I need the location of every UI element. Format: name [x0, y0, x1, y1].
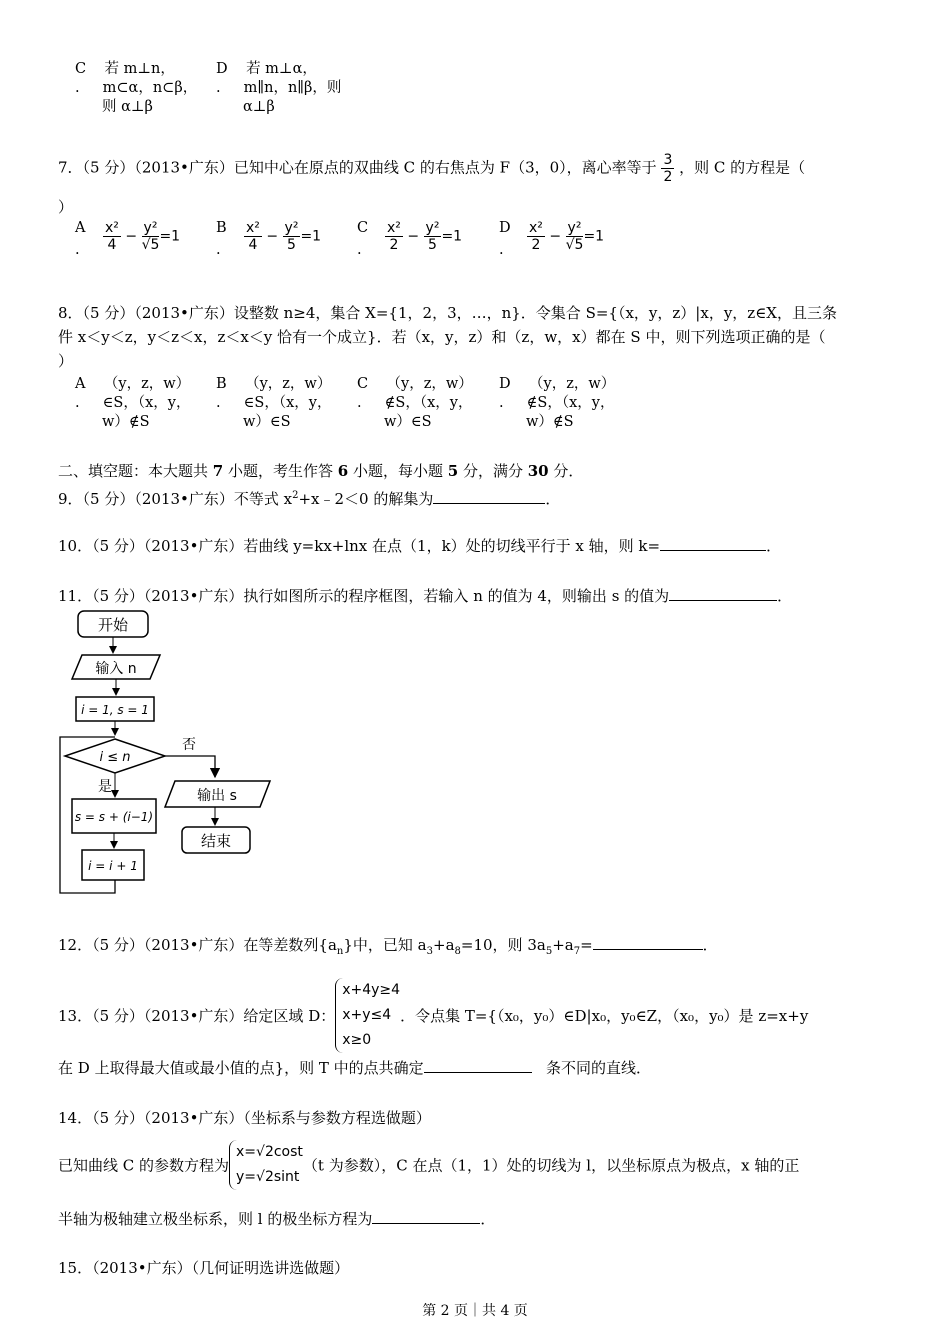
flowchart — [50, 605, 290, 905]
option-letter: C — [357, 220, 369, 236]
answer-blank — [372, 1208, 480, 1224]
hyperbola-equation: $\frac{\text{x²}}{2}$ − $\frac{\text{y²}}{5}$ =1 — [387, 220, 463, 253]
hyperbola-equation: $\frac{\text{x²}}{4}$ − $\frac{\text{y²}}{√5}$ =1 — [105, 220, 181, 253]
section-2-heading: 二、填空题：本大题共 7 小题，考生作答 6 小题，每小题 5 分，满分 30 分． — [58, 462, 584, 480]
option-letter: A — [75, 220, 86, 236]
flowchart-update-s-label: s = s + (i−1) — [74, 810, 154, 824]
question-12: 12．（5 分）（2013•广东）在等差数列$\{a_n\}$中，已知 $a_3+a_8=10$，则 $3a_5+a_7=$ ． — [58, 936, 718, 957]
answer-blank — [433, 488, 545, 504]
flowchart-end-label: 结束 — [200, 832, 232, 850]
flowchart-condition-label: i ≤ n — [99, 750, 131, 765]
question-8-line2: 件 x＜y＜z，y＜z＜x，z＜x＜y 恰有一个成立}．若（x，y，z）和（z，w，x）都在 S 中，则下列选项正确的是（ — [58, 328, 826, 346]
q8-option-b: B （y，z，w） . ∈S，（x，y， w）∈S — [216, 376, 332, 430]
option-letter: D — [216, 61, 228, 77]
question-13-line2: 在 D 上取得最大值或最小值的点}，则 T 中的点共确定 条不同的直线． — [58, 1059, 651, 1077]
flowchart-no-label: 否 — [182, 737, 196, 753]
flowchart-start-label: 开始 — [97, 616, 129, 634]
question-14-line2: 半轴为极轴建立极坐标系，则 l 的极坐标方程为 ． — [58, 1210, 496, 1228]
question-15: 15．（2013•广东）（几何证明选讲选做题） — [58, 1259, 350, 1277]
question-10: 10．（5 分）（2013•广东）若曲线 y=kx+lnx 在点（1，k）处的切线平行于 x 轴，则 k= ． — [58, 537, 782, 555]
answer-blank — [593, 934, 703, 950]
fraction-3-2: $\frac{3}{2}$ — [663, 152, 673, 185]
hyperbola-equation: $\frac{\text{x²}}{2}$ − $\frac{\text{y²}}{√5}$ =1 — [529, 220, 605, 253]
hyperbola-equation: $\frac{\text{x²}}{4}$ − $\frac{\text{y²}}{5}$ =1 — [246, 220, 322, 253]
flowchart-output-label: 输出 s — [197, 788, 237, 804]
question-14: 已知曲线 C 的参数方程为 x=√2cost y=√2sint （t 为参数），C 在点（1，1）处的切线为 l，以坐标原点为极点，x 轴的正 — [58, 1140, 799, 1190]
question-13: 13．（5 分）（2013•广东）给定区域 D： x+4y≥4 x+y≤4 x≥0 ．令点集 T={（x₀，y₀）∈D|x₀，y₀∈Z，（x₀，y₀）是 z=x+y — [58, 978, 808, 1053]
option-letter: C — [75, 61, 87, 77]
option-letter: B — [216, 220, 227, 236]
q8-option-d: D （y，z，w） . ∉S，（x，y， w）∉S — [499, 376, 616, 430]
answer-blank — [660, 535, 766, 551]
q6-option-d: D 若 m⊥α， . m∥n，n∥β，则 α⊥β — [216, 61, 342, 115]
inequality-system: x+4y≥4 x+y≤4 x≥0 — [335, 978, 400, 1053]
question-8-line3: ） — [58, 352, 74, 370]
question-7-tail: ） — [58, 198, 74, 216]
flowchart-init-label: i = 1, s = 1 — [81, 703, 149, 717]
parametric-system: x=√2cost y=√2sint — [229, 1140, 303, 1190]
flowchart-yes-label: 是 — [98, 779, 112, 795]
question-8-line1: 8．（5 分）（2013•广东）设整数 n≥4，集合 X={1，2，3，…，n}．令集合 S={（x，y，z）|x，y，z∈X，且三条 — [58, 304, 837, 322]
page-footer: 第 2 页｜共 4 页 — [422, 1303, 528, 1319]
question-9: 9．（5 分）（2013•广东）不等式 $x^2+x﹣2<0$ 的解集为 ． — [58, 490, 561, 508]
question-14-title: 14．（5 分）（2013•广东）（坐标系与参数方程选做题） — [58, 1109, 431, 1127]
option-letter: D — [499, 220, 511, 236]
flowchart-update-i-label: i = i + 1 — [88, 859, 138, 873]
question-7: 7．（5 分）（2013•广东）已知中心在原点的双曲线 C 的右焦点为 F（3，0），离心率等于 $\frac{3}{2}$ ，则 C 的方程是（ — [58, 152, 806, 185]
question-11: 11．（5 分）（2013•广东）执行如图所示的程序框图，若输入 n 的值为 4，则输出 s 的值为 ． — [58, 587, 793, 605]
answer-blank — [669, 585, 777, 601]
flowchart-input-label: 输入 n — [95, 661, 137, 677]
q8-option-a: A （y，z，w） . ∈S，（x，y， w）∉S — [75, 376, 191, 430]
q6-option-c: C 若 m⊥n， . m⊂α，n⊂β， 则 α⊥β — [75, 61, 198, 115]
q8-option-c: C （y，z，w） . ∉S，（x，y， w）∈S — [357, 376, 473, 430]
answer-blank — [424, 1057, 532, 1073]
